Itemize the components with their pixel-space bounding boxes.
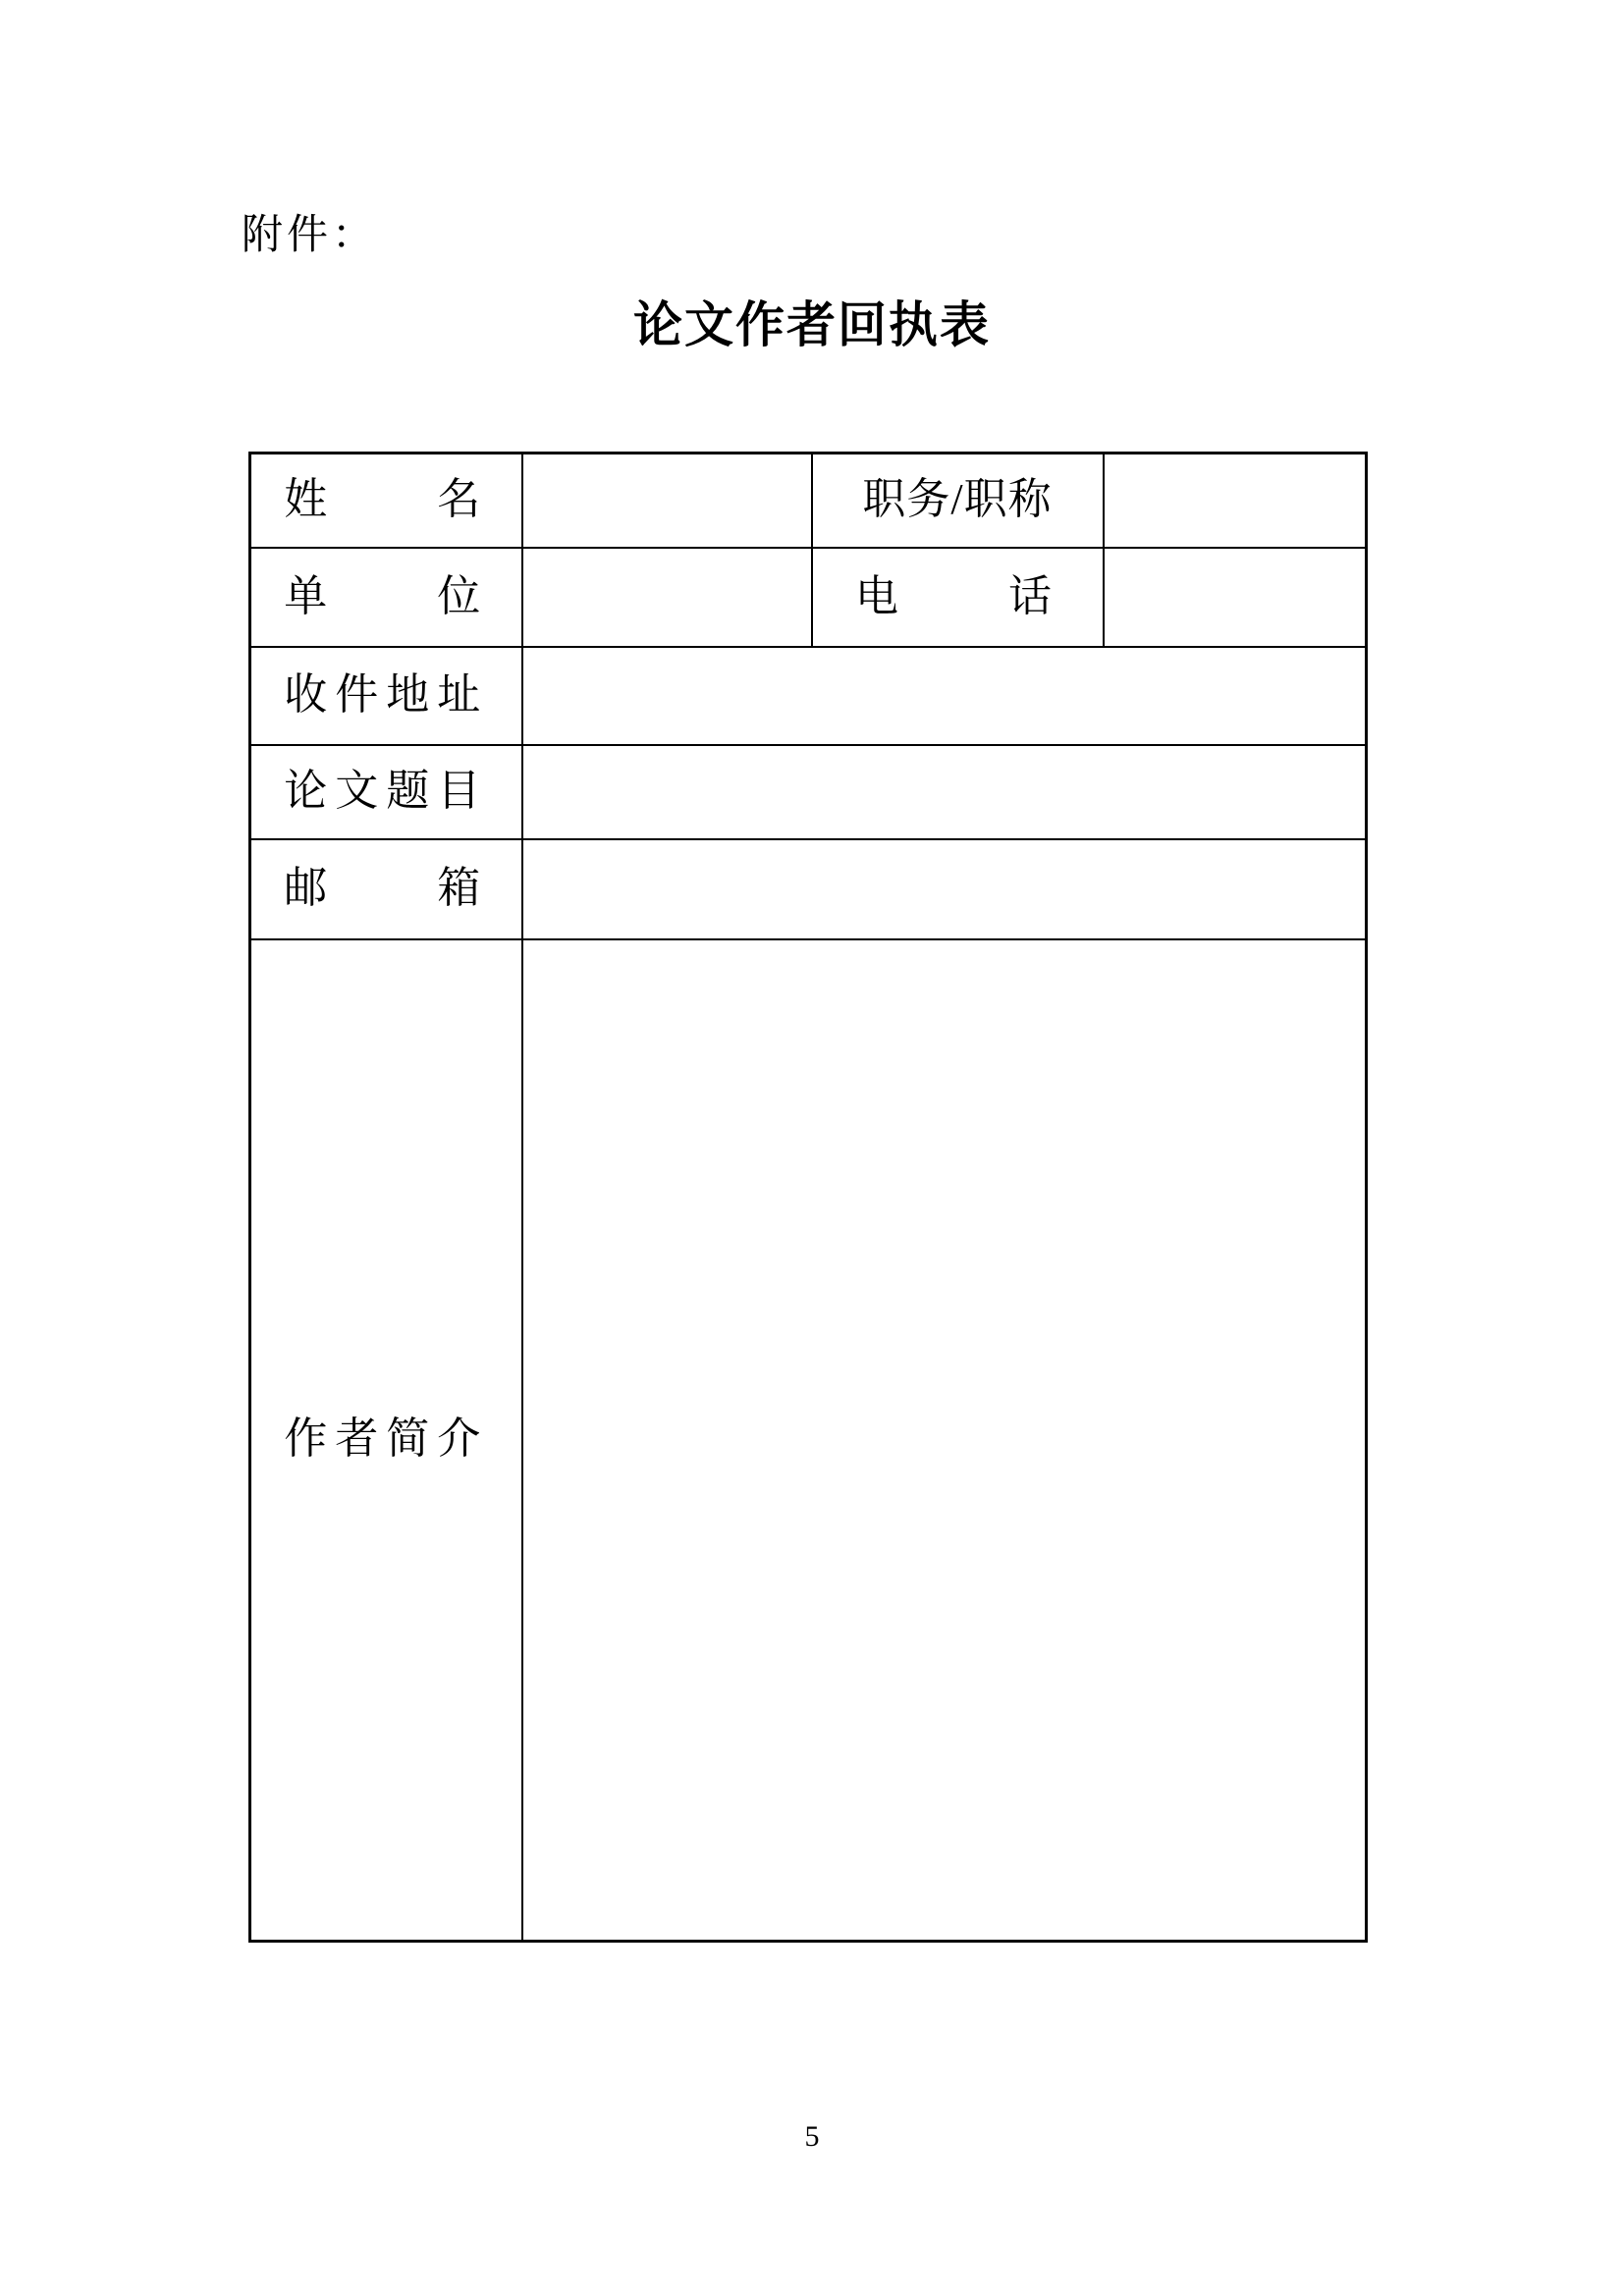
attachment-label: 附件： bbox=[242, 213, 378, 258]
name-value-cell[interactable] bbox=[522, 454, 812, 548]
paper-title-label: 论文题目 bbox=[250, 745, 522, 839]
email-value-cell[interactable] bbox=[522, 839, 1367, 939]
page-title: 论文作者回执表 bbox=[633, 297, 991, 352]
paper-title-value-cell[interactable] bbox=[522, 745, 1367, 839]
table-row-paper-title bbox=[250, 745, 1367, 839]
table-row-mailing-address bbox=[250, 647, 1367, 745]
author-reply-form-table bbox=[248, 452, 1368, 1943]
phone-value-cell[interactable] bbox=[1104, 548, 1367, 647]
table-row-author-bio bbox=[250, 939, 1367, 1942]
position-title-value-cell[interactable] bbox=[1104, 454, 1367, 548]
table-row-email bbox=[250, 839, 1367, 939]
table-row-name bbox=[250, 454, 1367, 548]
phone-label: 电 话 bbox=[812, 548, 1104, 647]
mailing-address-label: 收件地址 bbox=[250, 647, 522, 745]
organization-value-cell[interactable] bbox=[522, 548, 812, 647]
author-bio-value-cell[interactable] bbox=[522, 939, 1367, 1942]
name-label: 姓 名 bbox=[250, 454, 522, 548]
mailing-address-value-cell[interactable] bbox=[522, 647, 1367, 745]
page-number: 5 bbox=[804, 2120, 820, 2153]
organization-label: 单 位 bbox=[250, 548, 522, 647]
table-row-organization bbox=[250, 548, 1367, 647]
email-label: 邮 箱 bbox=[250, 839, 522, 939]
position-title-label: 职务/职称 bbox=[812, 454, 1104, 548]
author-bio-label: 作者简介 bbox=[250, 939, 522, 1942]
